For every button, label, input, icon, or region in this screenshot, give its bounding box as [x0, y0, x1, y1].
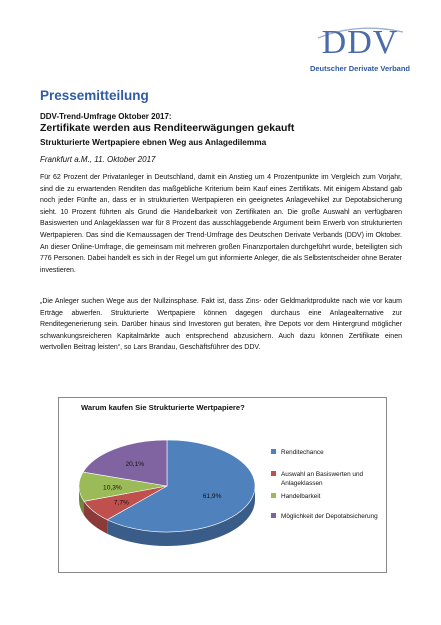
pie-chart [58, 397, 387, 573]
ddv-logo [300, 24, 420, 79]
press-kicker: DDV-Trend-Umfrage Oktober 2017: [40, 112, 172, 121]
body-paragraph-2: „Die Anleger suchen Wege aus der Nullzinsphase. Fakt ist, dass Zins- oder Geldmarktprodukte nach wie vor kaum Erträge abwerfen. Strukturierte Wertpapiere können dagegen durchaus eine Anlagealternative zur Renditegenerierung sein. Darüber hinaus sind Investoren gut beraten, ihre Depots vor dem Hintergrund möglicher schwankungsreicheren Kapitalmärkte auch entsprechend abzusichern. Auch dazu können Zertifikate einen wertvollen Beitrag leisten“, so Lars Brandau, Geschäftsführer des DDV. [40, 298, 402, 352]
legend-swatch [271, 493, 276, 498]
pie-data-label: 7,7% [113, 499, 129, 507]
body-paragraph-1: Für 62 Prozent der Privatanleger in Deutschland, damit ein Anstieg um 4 Prozentpunkte im Vergleich zum Vorjahr, sind die zu erwartenden Renditen das maßgebliche Kriterium beim Kauf eines Zertifikats. Mit einigem Abstand gab noch jeder Fünfte an, dass er in strukturierten Wertpapieren ein geeignetes Anlagevehikel zur Depotabsicherung sieht. 10 Prozent führten als Grund die Handelbarkeit von Zertifikaten an. Die große Auswahl an verfügbaren Basiswerten und Anlageklassen war für 8 Prozent das ausschlaggebende Argument beim Erwerb von strukturierten Wertpapieren. Das sind die Kernaussagen der Trend-Umfrage des Deutschen Derivate Verbands (DDV) im Oktober. An dieser Online-Umfrage, die gemeinsam mit mehreren großen Finanzportalen durchgeführt wurde, beteiligten sich 776 Personen. Dabei handelt es sich in der Regel um gut informierte Anleger, die als Selbstentscheider ohne Berater investieren. [40, 174, 402, 274]
pie-data-label: 20,1% [125, 461, 145, 468]
pie-data-label: 10,3% [103, 484, 122, 492]
dateline: Frankfurt a.M., 11. Oktober 2017 [40, 155, 156, 164]
press-subtitle: Strukturierte Wertpapiere ebnen Weg aus Anlagedilemma [40, 137, 267, 147]
legend-label: Handelbarkeit [281, 493, 321, 500]
logo-wordmark: DDV [321, 24, 399, 61]
legend-swatch [271, 513, 276, 518]
chart-title: Warum kaufen Sie Strukturierte Wertpapiere? [81, 403, 245, 412]
page-heading: Pressemitteilung [40, 88, 149, 103]
press-title: Zertifikate werden aus Renditeerwägungen gekauft [40, 122, 295, 134]
pie-data-label: 61,9% [202, 493, 222, 501]
legend-label: Auswahl an Basiswerten und Anlageklassen [281, 471, 364, 487]
legend-label: Möglichkeit der Depotabsicherung [281, 513, 378, 520]
legend-swatch [271, 471, 276, 476]
legend-swatch [271, 449, 276, 454]
legend-label: Renditechance [281, 449, 324, 456]
logo-tagline: Deutscher Derivate Verband [309, 64, 411, 73]
